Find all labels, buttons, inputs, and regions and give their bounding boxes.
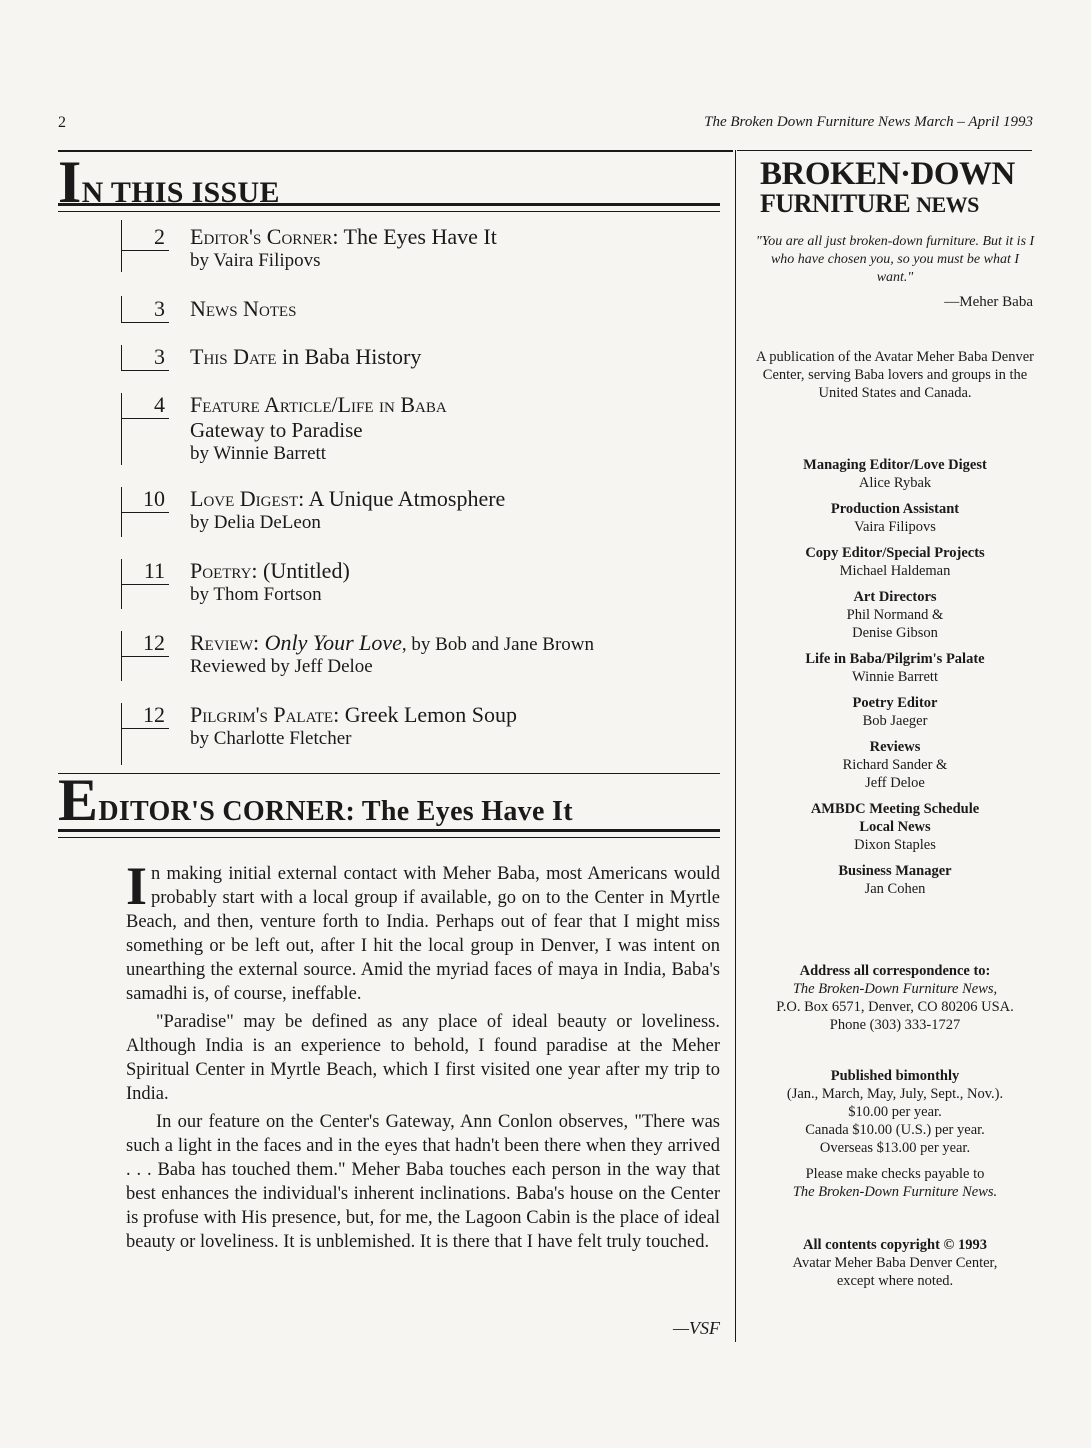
address-heading: Address all correspondence to: <box>799 963 991 979</box>
page-number: 2 <box>58 114 66 131</box>
address-line: P.O. Box 6571, Denver, CO 80206 USA. <box>776 999 1014 1015</box>
toc-page: 3 <box>121 344 169 371</box>
copyright-line: except where noted. <box>836 1273 954 1289</box>
heading-initial: E <box>58 767 99 833</box>
phone: Phone (303) 333-1727 <box>829 1017 961 1033</box>
published-line: $10.00 per year. <box>848 1104 942 1120</box>
toc-title: Poetry: (Untitled) <box>190 558 350 583</box>
published-line: (Jan., March, May, July, Sept., Nov.). <box>786 1086 1004 1102</box>
toc-byline: by Vaira Filipovs <box>190 250 321 271</box>
drop-cap: I <box>126 856 148 916</box>
paragraph: In making initial external contact with Meher Baba, most Americans would probably start with a local group if available, go on to the Center in Myrtle Beach, and then, venture forth to India. Perhaps out of fear that I might miss something or be left out, after I hit the local group in Denver, I was intent on unearthing the external source. Amid the myriad faces of maya in India, Baba's samadhi is, of course, ineffable. <box>126 856 720 1004</box>
copyright-block <box>750 1236 1040 1290</box>
toc-title: News Notes <box>190 296 297 321</box>
toc-title: Pilgrim's Palate: Greek Lemon Soup <box>190 702 518 727</box>
toc-byline: by Delia DeLeon <box>190 512 321 533</box>
signature: —VSF <box>673 1318 720 1338</box>
checks-line: Please make checks payable to <box>805 1166 985 1182</box>
editors-corner-body <box>126 856 720 1254</box>
toc-byline: Reviewed by Jeff Deloe <box>190 656 373 677</box>
subscription-block <box>750 1067 1040 1201</box>
heading-double-rule <box>58 829 720 838</box>
copyright-line: Avatar Meher Baba Denver Center, <box>792 1255 998 1271</box>
quote-attribution: —Meher Baba <box>944 294 1033 310</box>
staff-entry: Managing Editor/Love Digest Alice Rybak <box>803 457 987 491</box>
toc-page: 12 <box>121 630 169 657</box>
editors-corner-heading <box>58 767 573 833</box>
toc-subtitle: Gateway to Paradise <box>190 418 363 442</box>
publication-description: A publication of the Avatar Meher Baba Denver Center, serving Baba lovers and groups in the United States and Canada. <box>756 349 1034 401</box>
toc-page: 10 <box>121 486 169 513</box>
copyright-heading: All contents copyright © 1993 <box>802 1237 988 1253</box>
published-heading: Published bimonthly <box>830 1068 960 1084</box>
staff-entry: Poetry Editor Bob Jaeger <box>852 695 938 729</box>
toc-page: 12 <box>121 702 169 729</box>
toc-byline: by Thom Fortson <box>190 584 322 605</box>
heading-rest: DITOR'S CORNER: The Eyes Have It <box>98 796 573 827</box>
toc-page: 11 <box>121 558 169 585</box>
address-publication: The Broken-Down Furniture News, <box>792 981 998 997</box>
staff-entry: Art Directors Phil Normand & Denise Gibson <box>846 589 944 641</box>
staff-entry: Life in Baba/Pilgrim's Palate Winnie Barrett <box>805 651 985 685</box>
published-line: Overseas $13.00 per year. <box>819 1140 971 1156</box>
paragraph: In our feature on the Center's Gateway, Ann Conlon observes, "There was such a light in the faces and in the eyes that hadn't been there when they arrived . . . Baba has touched them." Meher Baba touches each person in the way that best enhances the individual's inherent inclinations. Baba's house on the Center is profuse with His presence, but, for me, the Lagoon Cabin is the place of ideal beauty or loveliness. It is unblemished. It is there that I have felt truly touched. <box>126 1112 720 1252</box>
toc-byline: by Winnie Barrett <box>190 443 327 464</box>
staff-list <box>750 456 1040 898</box>
toc-title: This Date in Baba History <box>190 344 422 369</box>
masthead-line1: BROKEN·DOWN <box>760 156 1015 192</box>
address-block <box>750 962 1040 1034</box>
toc-page: 4 <box>121 392 169 419</box>
running-head: The Broken Down Furniture News March – April 1993 <box>704 114 1033 130</box>
heading-rest: N THIS ISSUE <box>81 176 280 209</box>
toc-title: Editor's Corner: The Eyes Have It <box>190 224 497 249</box>
heading-initial: I <box>58 149 82 215</box>
staff-entry: Copy Editor/Special Projects Michael Haldeman <box>805 545 985 579</box>
checks-publication: The Broken-Down Furniture News. <box>792 1184 998 1200</box>
masthead-line2a: FURNITURE <box>760 189 911 218</box>
heading-double-rule <box>58 203 720 212</box>
toc-title: Feature Article/Life in Baba <box>190 392 447 417</box>
paragraph: "Paradise" may be defined as any place of ideal beauty or loveliness. Although India is an experience to behold, I found paradise at the Meher Spiritual Center in Myrtle Beach, which I first visited one year after my trip to India. <box>126 1012 720 1104</box>
masthead-quote: "You are all just broken-down furniture. But it is I who have chosen you, so you must be what I want." <box>755 234 1035 285</box>
staff-entry: AMBDC Meeting Schedule Local News Dixon Staples <box>810 801 980 853</box>
staff-entry: Business Manager Jan Cohen <box>838 863 952 897</box>
published-line: Canada $10.00 (U.S.) per year. <box>805 1122 985 1138</box>
toc-title: Love Digest: A Unique Atmosphere <box>190 486 506 511</box>
toc-page: 3 <box>121 296 169 323</box>
column-divider <box>735 150 736 1342</box>
masthead-line2b: NEWS <box>916 192 979 217</box>
toc-title: Review: Only Your Love, by Bob and Jane Brown <box>190 630 595 655</box>
staff-entry: Reviews Richard Sander & Jeff Deloe <box>842 739 948 791</box>
masthead-logo <box>760 158 1030 217</box>
top-rule-right <box>737 150 1032 151</box>
toc-page: 2 <box>121 224 169 251</box>
toc-byline: by Charlotte Fletcher <box>190 728 352 749</box>
staff-entry: Production Assistant Vaira Filipovs <box>830 501 960 535</box>
